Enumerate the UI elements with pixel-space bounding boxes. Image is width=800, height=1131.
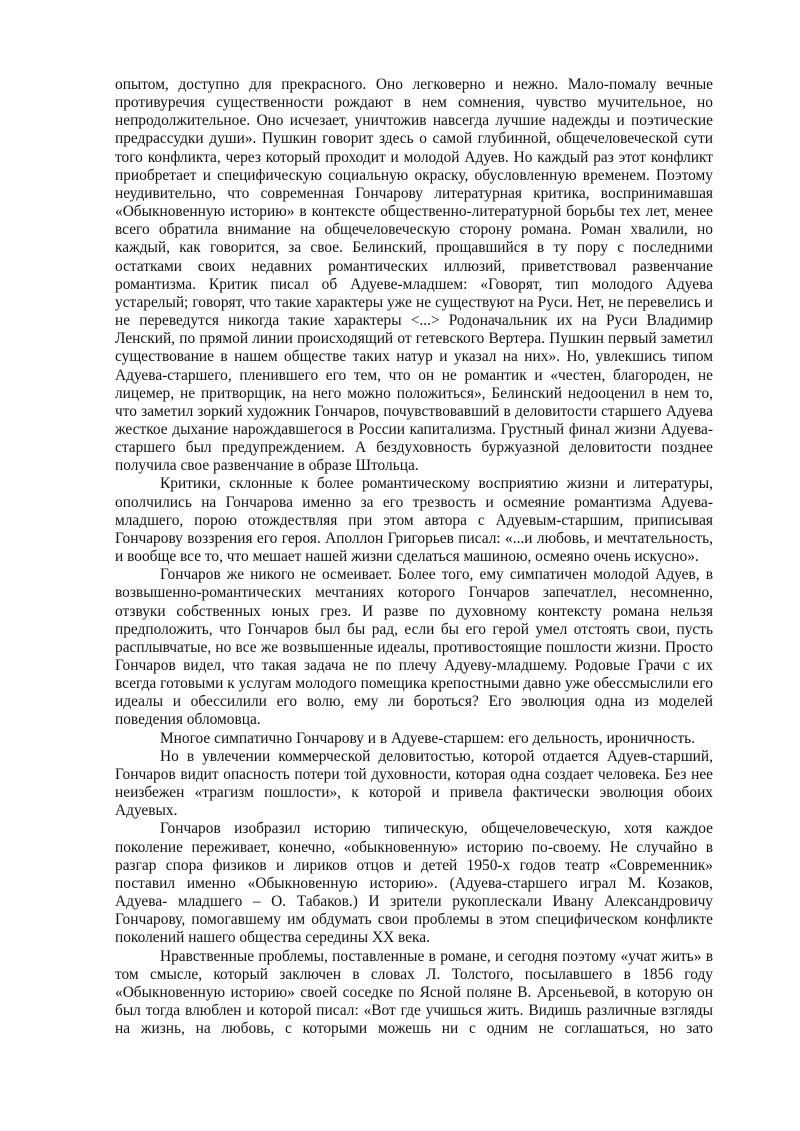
paragraph-7: Нравственные проблемы, поставленные в романе, и сегодня поэтому «учат жить» в том смысле, который заключен в словах Л. Толстого, посылавшего в 1856 году «Обыкновенную историю» своей соседке по Ясной поляне В. Арсеньевой, в которую он был тогда влюблен и которой писал: «Вот где учишься жить. Видишь различные взгляды на жизнь, на любовь, с которыми можешь ни с одним не соглашаться, но зато [115, 947, 713, 1038]
paragraph-3: Гончаров же никого не осмеивает. Более того, ему симпатичен молодой Адуев, в возвышенно-романтических мечтаниях которого Гончаров запечатлел, несомненно, отзвуки собственных юных грез. И разве по духовному контексту романа нельзя предположить, что Гончаров был бы рад, если бы его герой умел отстоять свои, пусть расплывчатые, но все же возвышенные идеалы, противостоящие пошлости жизни. Просто Гончаров видел, что такая задача не по плечу Адуеву-младшему. Родовые Грачи с их всегда готовыми к услугам молодого помещика крепостными давно уже обессмыслили его идеалы и обессилили его волю, ему ли бороться? Его эволюция одна из моделей поведения обломовца. [115, 566, 713, 729]
paragraph-5: Но в увлечении коммерческой деловитостью, которой отдается Адуев-старший, Гончаров видит опасность потери той духовности, которая одна создает человека. Без нее неизбежен «трагизм пошлости», к которой и привела фактически эволюция обоих Адуевых. [115, 747, 713, 820]
paragraph-6: Гончаров изобразил историю типическую, общечеловеческую, хотя каждое поколение переживает, конечно, «обыкновенную» историю по-своему. Не случайно в разгар спора физиков и лириков отцов и детей 1950-х годов театр «Современник» поставил именно «Обыкновенную историю». (Адуева-старшего играл М. Козаков, Адуева- младшего – О. Табаков.) И зрители рукоплескали Ивану Александровичу Гончарову, помогавшему им обдумать свои проблемы в этом специфическом конфликте поколений нашего общества середины XX века. [115, 820, 713, 947]
paragraph-2: Критики, склонные к более романтическому восприятию жизни и литературы, ополчились на Гончарова именно за его трезвость и осмеяние романтизма Адуева-младшего, порою отождествляя при этом автора с Адуевым-старшим, приписывая Гончарову воззрения его героя. Аполлон Григорьев писал: «...и любовь, и мечтательность, и вообще все то, что мешает нашей жизни сделаться машиною, осмеяно очень искусно». [115, 475, 713, 566]
document-page [115, 76, 713, 1038]
paragraph-4: Многое симпатично Гончарову и в Адуеве-старшем: его дельность, ироничность. [160, 729, 696, 747]
paragraph-1: опытом, доступно для прекрасного. Оно легковерно и нежно. Мало-помалу вечные противуречия существенности рождают в нем сомнения, чувство мучительное, но непродолжительное. Оно исчезает, уничтожив навсегда лучшие надежды и поэтические предрассудки души». Пушкин говорит здесь о самой глубинной, общечеловеческой сути того конфликта, через который проходит и молодой Адуев. Но каждый раз этот конфликт приобретает и специфическую социальную окраску, обусловленную временем. Поэтому неудивительно, что современная Гончарову литературная критика, воспринимавшая «Обыкновенную историю» в контексте общественно-литературной борьбы тех лет, менее всего обратила внимание на общечеловеческую сторону романа. Роман хвалили, но каждый, как говорится, за свое. Белинский, прощавшийся в ту пору с последними остатками своих недавних романтических иллюзий, приветствовал развенчание романтизма. Критик писал об Адуеве-младшем: «Говорят, тип молодого Адуева устарелый; говорят, что такие характеры уже не существуют на Руси. Нет, не перевелись и не переведутся никогда такие характеры <...> Родоначальник их на Руси Владимир Ленский, по прямой линии происходящий от гетевского Вертера. Пушкин первый заметил существование в нашем обществе таких натур и указал на них». Но, увлекшись типом Адуева-старшего, пленившего его тем, что он не романтик и «честен, благороден, не лицемер, не притворщик, на него можно положиться», Белинский недооценил в нем то, что заметил зоркий художник Гончаров, почувствовавший в деловитости старшего Адуева жесткое дыхание нарождавшегося в России капитализма. Грустный финал жизни Адуева-старшего был предупреждением. А бездуховность буржуазной деловитости позднее получила свое развенчание в образе Штольца. [115, 76, 713, 475]
